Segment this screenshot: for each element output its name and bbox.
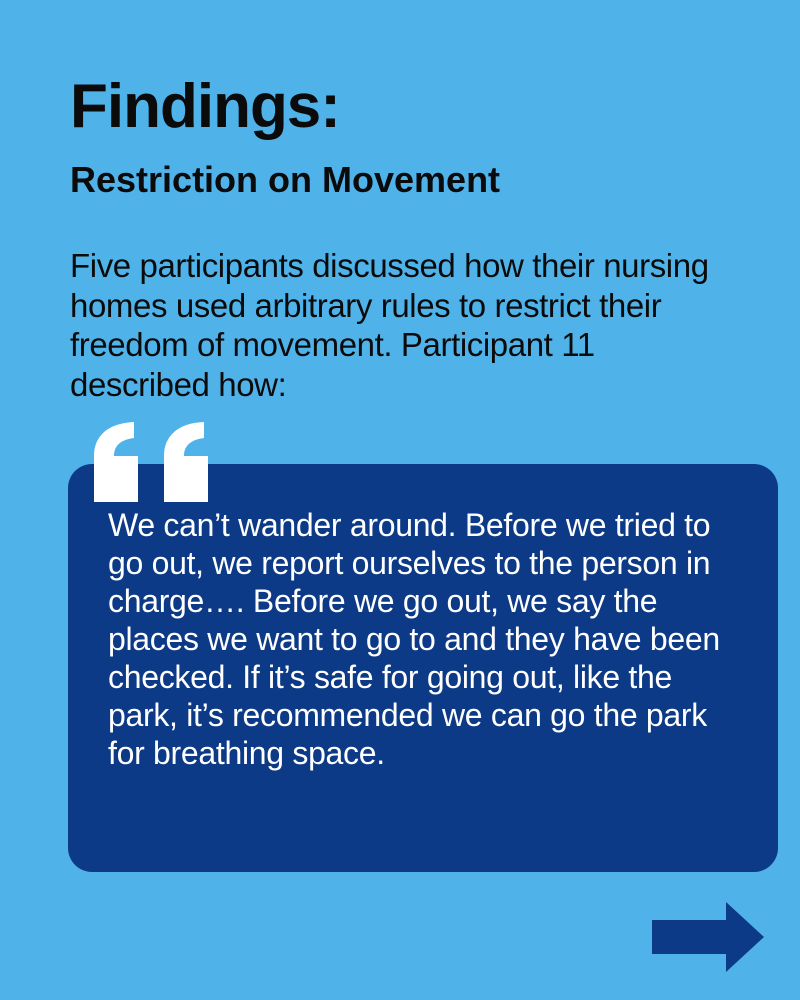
page-subtitle: Restriction on Movement: [70, 159, 501, 200]
quote-text: We can’t wander around. Before we tried to go out, we report ourselves to the person in charge…. Before we go out, we say the places we want to go to and they have been checked. If it’s safe for going out, like the park, it’s recommended we can go the park for breathing space.: [108, 507, 720, 772]
open-quote-icon: [86, 418, 218, 508]
intro-paragraph: Five participants discussed how their nursing homes used arbitrary rules to restrict their freedom of movement. Participant 11 described how:: [70, 247, 709, 403]
page-title: Findings:: [70, 72, 340, 141]
right-arrow-icon[interactable]: [652, 902, 764, 972]
quote-box: [68, 464, 778, 872]
